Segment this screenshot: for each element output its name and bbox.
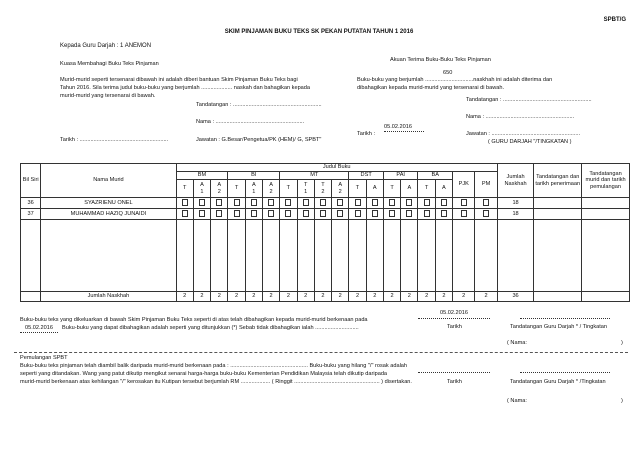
row-total: 18 [497, 198, 534, 209]
sub-header: A 2 [262, 180, 279, 198]
sub-header: T 1 [297, 180, 314, 198]
checkbox[interactable] [193, 209, 210, 220]
table-row [21, 209, 630, 220]
footer-value: 2 [366, 292, 383, 302]
footer-value: 2 [245, 292, 262, 302]
row-student-name: MUHAMMAD HAZIQ JUNAIDI [41, 209, 176, 220]
checkbox[interactable] [280, 209, 297, 220]
footer-value: 2 [280, 292, 297, 302]
checkbox[interactable] [435, 198, 452, 209]
row-sign-receive[interactable] [534, 198, 582, 209]
checkbox[interactable] [228, 209, 245, 220]
return-name-label[interactable]: ( Nama: [507, 398, 527, 404]
checkbox[interactable] [366, 209, 383, 220]
distribution-name-close: ) [621, 340, 623, 346]
row-bil: 37 [21, 209, 41, 220]
footer-value: 2 [401, 292, 418, 302]
checkbox[interactable] [262, 198, 279, 209]
checkbox[interactable] [366, 198, 383, 209]
book-count-value[interactable]: 650 [443, 70, 453, 76]
row-sign-return[interactable] [582, 198, 630, 209]
footer-value: 2 [418, 292, 435, 302]
acknowledgement-date-value[interactable]: 05.02.2016 [384, 124, 424, 132]
checkbox[interactable] [297, 209, 314, 220]
footer-value: 2 [453, 292, 475, 302]
authorization-heading: Kuasa Membahagi Buku Teks Pinjaman [60, 61, 159, 67]
subject-bi: BI [228, 172, 280, 180]
subject-bm: BM [176, 172, 228, 180]
checkbox[interactable] [418, 209, 435, 220]
checkbox[interactable] [383, 209, 400, 220]
sub-header: T [349, 180, 366, 198]
distribution-sign-label: Tandatangan Guru Darjah * / Tingkatan [510, 324, 608, 330]
acknowledgement-signature[interactable]: Tandatangan : ......................................................... [466, 97, 592, 103]
checkbox[interactable] [475, 209, 497, 220]
checkbox[interactable] [280, 198, 297, 209]
checkbox[interactable] [453, 209, 475, 220]
checkbox[interactable] [262, 209, 279, 220]
footer-value: 2 [383, 292, 400, 302]
return-line-2: seperti yang ditandakan. Wang yang patut dikutip mengikut senarai harga-harga buku-buku Kementerian Pendidikan Malaysia telah dikutip daripada [20, 371, 388, 377]
sub-header: T 2 [314, 180, 331, 198]
footer-total: 36 [497, 292, 534, 302]
distribution-date-line[interactable] [418, 318, 490, 319]
sub-header: T [280, 180, 297, 198]
recipient-line: Kepada Guru Darjah : 1 ANEMON [60, 43, 152, 49]
checkbox[interactable] [418, 198, 435, 209]
authorization-body-3: murid-murid yang tersenarai di bawah. [60, 93, 156, 99]
sub-header: T [383, 180, 400, 198]
checkbox[interactable] [383, 198, 400, 209]
header-book-titles: Judul Buku [176, 164, 497, 172]
checkbox[interactable] [349, 209, 366, 220]
checkbox[interactable] [332, 209, 349, 220]
acknowledgement-heading: Akuan Terima Buku-Buku Teks Pinjaman [390, 57, 491, 63]
row-sign-return[interactable] [582, 209, 630, 220]
distribution-sign-line[interactable] [520, 318, 610, 319]
return-line-3: murid-murid berkenaan atas kehilangan "/" kerosakan itu Kutipan tersebut berjumlah RM ................... ( Ringgit ....................................................... ) disertakan. [20, 379, 412, 385]
row-total: 18 [497, 209, 534, 220]
checkbox[interactable] [211, 198, 228, 209]
table-row [21, 198, 630, 209]
distribution-line-2: Buku-buku yang dapat dibahagikan adalah seperti yang ditunjukkan (*) Sebab tidak dibahagikan ialah ............................ [62, 325, 359, 331]
checkbox[interactable] [211, 209, 228, 220]
footer-value: 2 [475, 292, 497, 302]
sub-header: A 1 [245, 180, 262, 198]
checkbox[interactable] [176, 198, 193, 209]
return-date-line[interactable] [418, 372, 490, 373]
row-student-name: SYAZRIENU ONEL [41, 198, 176, 209]
page-title: SKIM PINJAMAN BUKU TEKS SK PEKAN PUTATAN TAHUN 1 2016 [224, 29, 414, 35]
checkbox[interactable] [193, 198, 210, 209]
footer-value: 2 [435, 292, 452, 302]
distribution-date-value[interactable]: 05.02.2016 [20, 325, 58, 333]
sub-header: A 2 [211, 180, 228, 198]
footer-label: Jumlah Naskhah [41, 292, 176, 302]
subject-ba: BA [418, 172, 453, 180]
authorization-date[interactable]: Tarikh : ......................................................... [60, 137, 169, 143]
authorization-position: Jawatan : G.Besar/Pengetua/PK (HEM)/ G, SPBT" [196, 137, 322, 143]
checkbox[interactable] [401, 209, 418, 220]
subject-pjk: PJK [453, 172, 475, 198]
sub-header: A [366, 180, 383, 198]
return-heading: Pemulangan SPBT [20, 355, 68, 361]
distribution-date-label: Tarikh [447, 324, 462, 330]
distribution-date-top: 05.02.2016 [440, 310, 468, 316]
table-footer-row [21, 292, 630, 302]
header-name: Nama Murid [41, 164, 176, 198]
book-loan-table [20, 163, 630, 302]
form-code: SPBT/G [603, 17, 626, 23]
authorization-body-2: Tahun 2016. Sila terima judul buku-buku yang berjumlah .................... naskah dan bahagikan kepada [60, 85, 311, 91]
footer-value: 2 [262, 292, 279, 302]
acknowledgement-date-label: Tarikh : [357, 131, 376, 137]
subject-pm: PM [475, 172, 497, 198]
checkbox[interactable] [435, 209, 452, 220]
authorization-name[interactable]: Nama : ......................................................... [196, 119, 305, 125]
sub-header: A 1 [193, 180, 210, 198]
subject-mt: MT [280, 172, 349, 180]
distribution-name-label[interactable]: ( Nama: [507, 340, 527, 346]
footer-value: 2 [228, 292, 245, 302]
footer-value: 2 [211, 292, 228, 302]
checkbox[interactable] [332, 198, 349, 209]
footer-value: 2 [193, 292, 210, 302]
footer-value: 2 [332, 292, 349, 302]
return-date-label: Tarikh [447, 379, 462, 385]
row-sign-receive[interactable] [534, 209, 582, 220]
distribution-line-1: Buku-buku teks yang dikeluarkan di bawah Skim Pinjaman Buku Teks seperti di atas telah dibahagikan kepada murid-murid berkenaan pada [20, 317, 368, 323]
checkbox[interactable] [401, 198, 418, 209]
header-total: Jumlah Naskhah [497, 164, 534, 198]
acknowledgement-position-note: ( GURU DARJAH "/TINGKATAN ) [488, 139, 572, 145]
acknowledgement-body-1: Buku-buku yang berjumlah ...............................naskhah ini adalah diterima dan [357, 77, 553, 83]
header-sign-return: Tandatangan murid dan tarikh pemulangan [582, 164, 630, 198]
acknowledgement-position[interactable]: Jawatan : ......................................................... [466, 131, 581, 137]
return-name-close: ) [621, 398, 623, 404]
checkbox[interactable] [245, 198, 262, 209]
row-bil: 36 [21, 198, 41, 209]
sub-header: T [418, 180, 435, 198]
authorization-signature[interactable]: Tandatangan : ......................................................... [196, 102, 322, 108]
checkbox[interactable] [475, 198, 497, 209]
checkbox[interactable] [314, 198, 331, 209]
footer-value: 2 [176, 292, 193, 302]
sub-header: A 2 [332, 180, 349, 198]
checkbox[interactable] [349, 198, 366, 209]
subject-pai: PAI [383, 172, 418, 180]
footer-value: 2 [314, 292, 331, 302]
return-sign-label: Tandatangan Guru Darjah * /Tingkatan [510, 379, 606, 385]
acknowledgement-body-2: dibahagikan kepada murid-murid yang tersenarai di bawah. [357, 85, 505, 91]
checkbox[interactable] [453, 198, 475, 209]
section-divider [14, 352, 628, 353]
sub-header: A [401, 180, 418, 198]
table-empty-area [21, 220, 630, 292]
return-sign-line[interactable] [520, 372, 610, 373]
checkbox[interactable] [297, 198, 314, 209]
checkbox[interactable] [176, 209, 193, 220]
authorization-body-1: Murid-murid seperti tersenarai dibawah ini adalah diberi bantuan Skim Pinjaman Buku Teks bagi [60, 77, 298, 83]
header-bil: Bil Siri [21, 164, 41, 198]
checkbox[interactable] [245, 209, 262, 220]
header-sign-receive: Tandatangan dan tarikh penerimaan [534, 164, 582, 198]
return-line-1: Buku-buku teks pinjaman telah diambil balik daripada murid-murid berkenaan pada : .................................................. Buku-buku yang hilang "/" rosak adalah [20, 363, 408, 369]
sub-header: T [176, 180, 193, 198]
sub-header: T [228, 180, 245, 198]
sub-header: A [435, 180, 452, 198]
checkbox[interactable] [228, 198, 245, 209]
footer-value: 2 [297, 292, 314, 302]
footer-value: 2 [349, 292, 366, 302]
acknowledgement-name[interactable]: Nama : ......................................................... [466, 114, 575, 120]
subject-dst: DST [349, 172, 384, 180]
checkbox[interactable] [314, 209, 331, 220]
